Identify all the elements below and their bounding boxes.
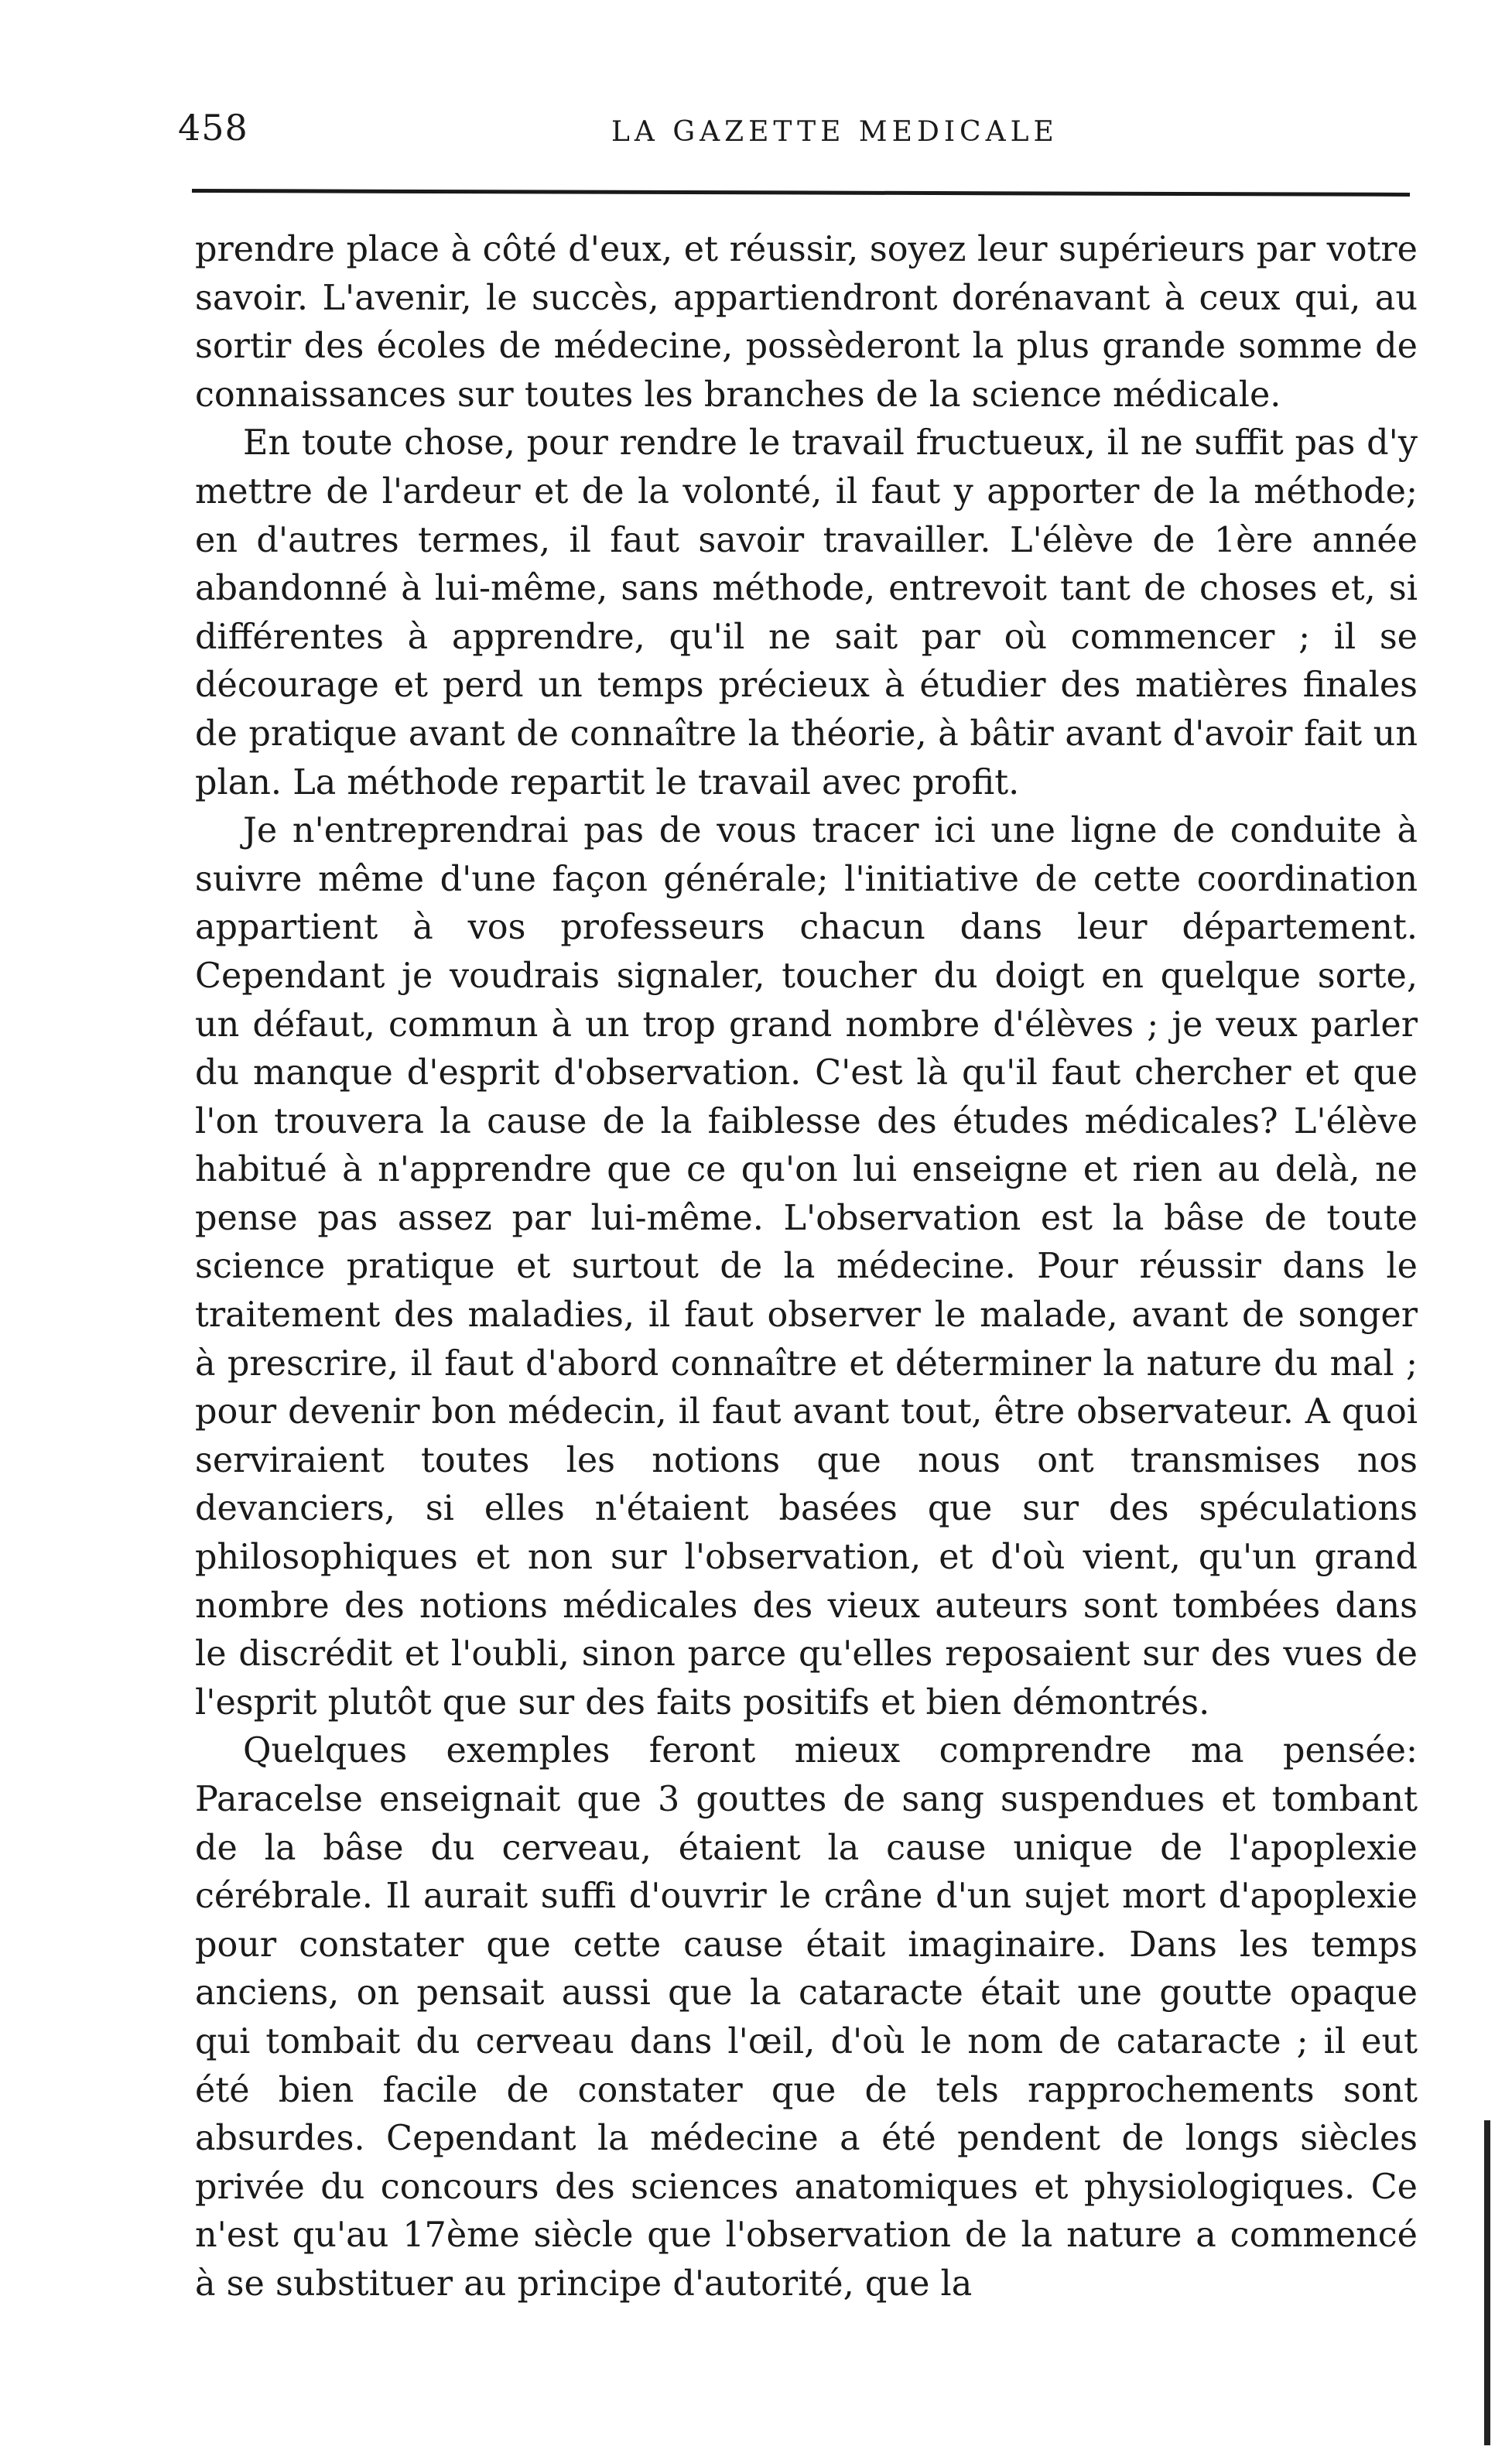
paragraph: Quelques exemples feront mieux comprendre ma pensée: Paracelse enseignait que 3 gouttes de sang suspendues et tombant de la bâse du cerveau, étaient la cause unique de l'apoplexie cérébrale. Il aurait suffi d'ouvrir le crâne d'un sujet mort d'apoplexie pour constater que cette cause était imaginaire. Dans les temps anciens, on pensait aussi que la cataracte était une goutte opaque qui tombait du cerveau dans l'œil, d'où le nom de cataracte ; il eut été bien facile de constater que de tels rapprochements sont absurdes. Cependant la médecine a été pendent de longs siècles privée du concours des sciences anatomiques et physiologiques. Ce n'est qu'au 17ème siècle que l'observation de la nature a commencé à se substituer au principe d'autorité, que la [195,1731,1418,2304]
paragraph: En toute chose, pour rendre le travail fructueux, il ne suffit pas d'y mettre de l'ardeur et de la volonté, il faut y apporter de la méthode; en d'autres termes, il faut savoir travailler. L'élève de 1ère année abandonné à lui-même, sans méthode, entrevoit tant de choses et, si différentes à apprendre, qu'il ne sait par où commencer ; il se décourage et perd un temps précieux à étudier des matières finales de pratique avant de connaître la théorie, à bâtir avant d'avoir fait un plan. La méthode repartit le travail avec profit. [195,423,1418,802]
paragraph: prendre place à côté d'eux, et réussir, soyez leur supérieurs par votre savoir. L'avenir, le succès, appartiendront dorénavant à ceux qui, au sortir des écoles de médecine, possèderont la plus grande somme de connaissances sur toutes les branches de la science médicale. [195,230,1418,415]
running-head: LA GAZETTE MEDICALE [611,116,1059,148]
body-text [195,226,1418,2309]
page-header [0,0,1512,155]
header-rule [192,189,1410,197]
paragraph: Je n'entreprendrai pas de vous tracer ici une ligne de conduite à suivre même d'une façon générale; l'initiative de cette coordination appartient à vos professeurs chacun dans leur département. Cependant je voudrais signaler, toucher du doigt en quelque sorte, un défaut, commun à un trop grand nombre d'élèves ; je veux parler du manque d'esprit d'observation. C'est là qu'il faut chercher et que l'on trouvera la cause de la faiblesse des études médicales? L'élève habitué à n'apprendre que ce qu'on lui enseigne et rien au delà, ne pense pas assez par lui-même. L'observation est la bâse de toute science pratique et surtout de la médecine. Pour réussir dans le traitement des maladies, il faut observer le malade, avant de songer à prescrire, il faut d'abord connaître et déterminer la nature du mal ; pour devenir bon médecin, il faut avant tout, être observateur. A quoi serviraient toutes les notions que nous ont transmises nos devanciers, si elles n'étaient basées que sur des spéculations philosophiques et non sur l'observation, et d'où vient, qu'un grand nombre des notions médicales des vieux auteurs sont tombées dans le discrédit et l'oubli, sinon parce qu'elles reposaient sur des vues de l'esprit plutôt que sur des faits positifs et bien démontrés. [195,811,1418,1723]
page-number: 458 [178,107,248,149]
binding-edge [1484,2120,1490,2445]
